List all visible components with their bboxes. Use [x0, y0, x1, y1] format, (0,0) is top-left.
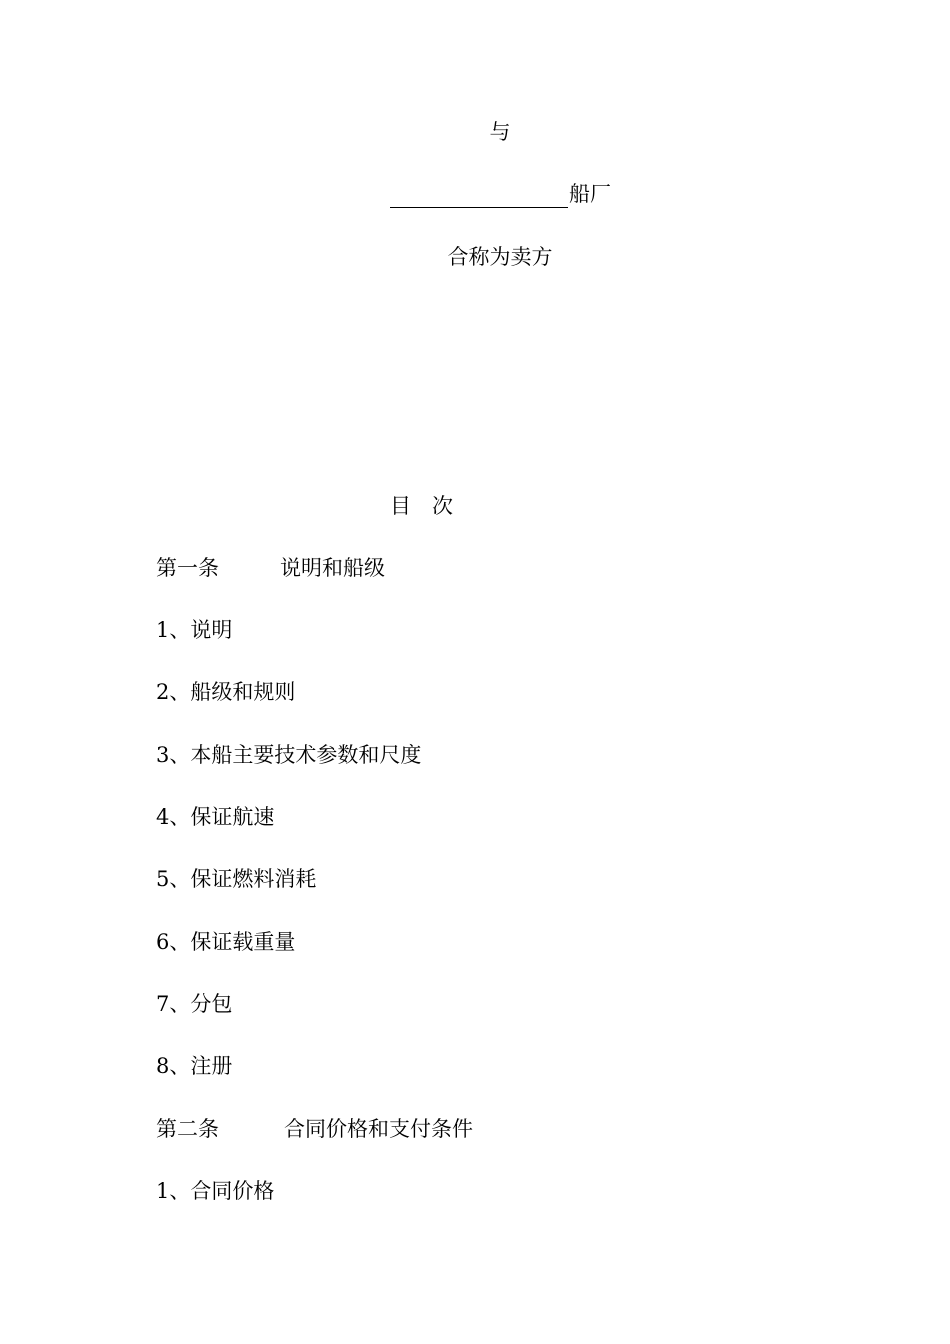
toc-item: 1、说明	[156, 618, 233, 642]
toc-item: 7、分包	[156, 992, 233, 1016]
toc-item: 5、保证燃料消耗	[156, 867, 317, 891]
shipyard-line	[390, 180, 650, 208]
article-title: 说明和船级	[280, 556, 385, 580]
toc-title-left: 目	[390, 494, 411, 518]
toc-article-1	[156, 554, 385, 584]
article-number: 第一条	[156, 556, 219, 580]
toc-item: 4、保证航速	[156, 805, 275, 829]
seller-label: 合称为卖方	[447, 245, 553, 269]
article-title: 合同价格和支付条件	[284, 1117, 473, 1141]
article-number: 第二条	[156, 1117, 219, 1141]
toc-title	[390, 492, 453, 520]
toc-title-right: 次	[432, 494, 453, 518]
toc-item: 1、合同价格	[156, 1179, 275, 1203]
toc-article-2	[156, 1115, 473, 1145]
shipyard-name-blank	[390, 181, 568, 208]
toc-item: 6、保证载重量	[156, 930, 296, 954]
toc-item: 3、本船主要技术参数和尺度	[156, 743, 422, 767]
toc-item: 8、注册	[156, 1054, 233, 1078]
conjunction-text: 与	[489, 120, 511, 144]
toc-item: 2、船级和规则	[156, 680, 296, 704]
shipyard-suffix: 船厂	[569, 182, 611, 206]
